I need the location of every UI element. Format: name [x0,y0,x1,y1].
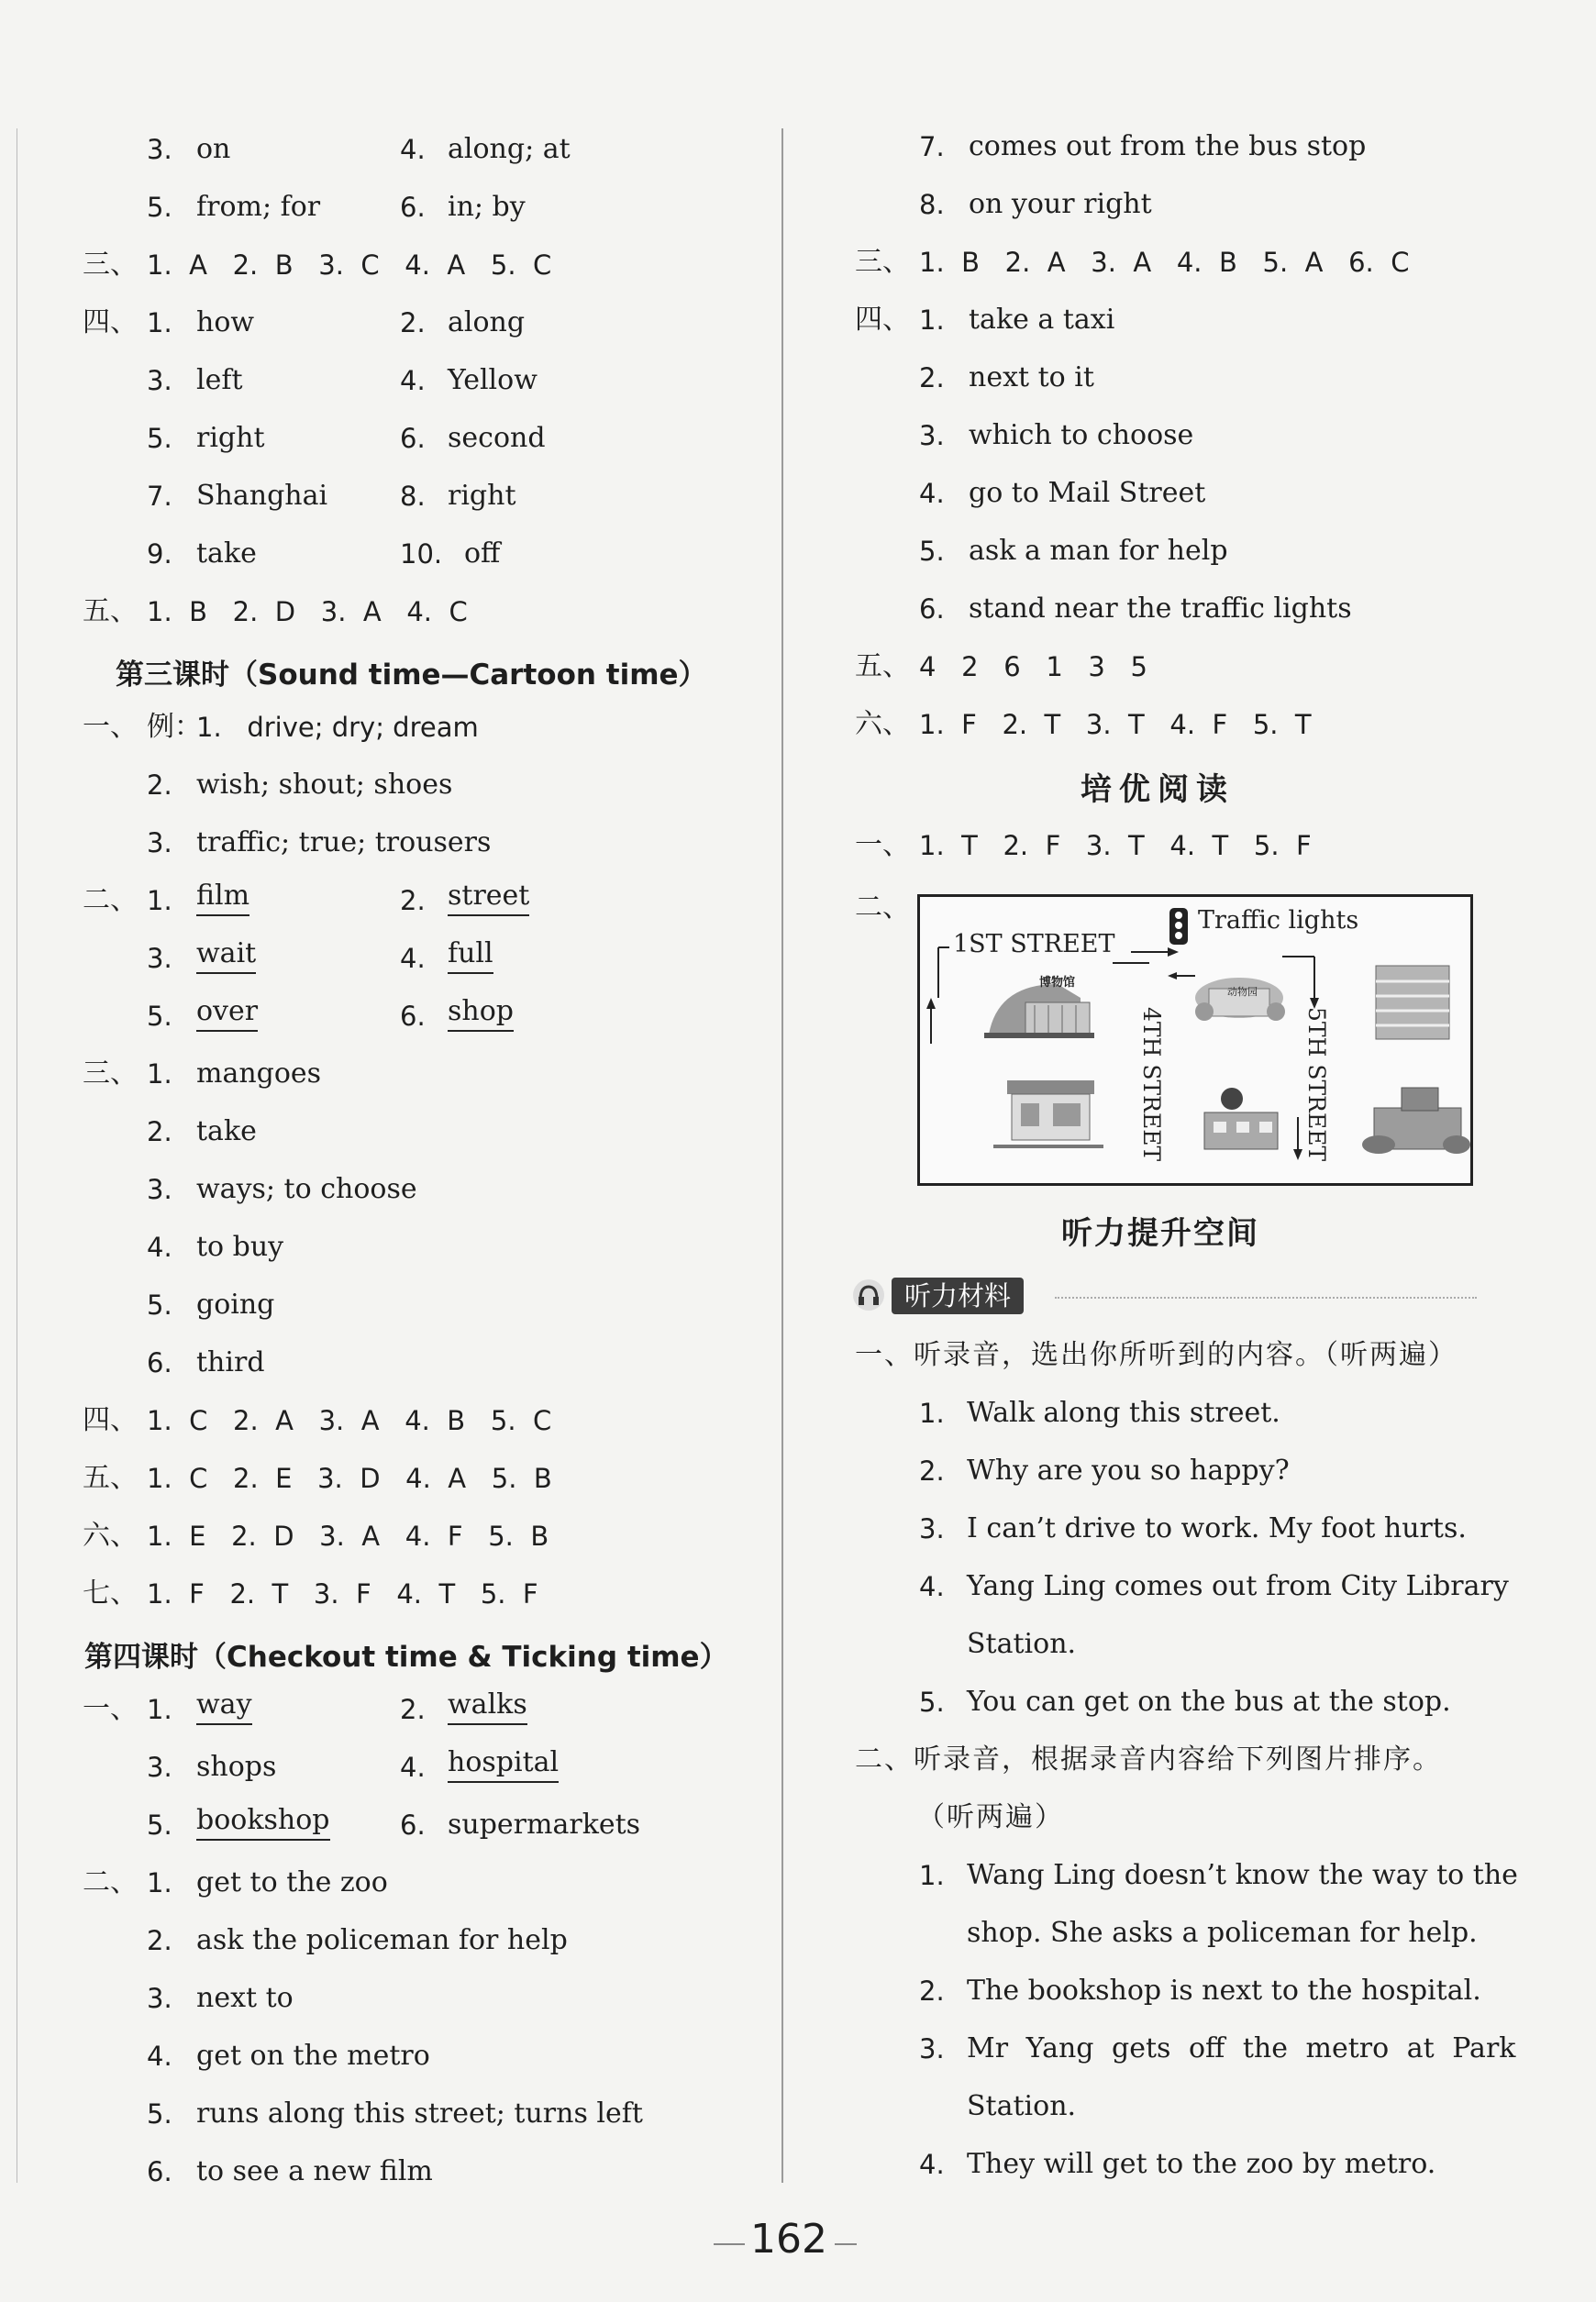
street-label-4th: 4TH STREET [1138,1007,1165,1162]
zoo-label: 动物园 [1227,986,1258,998]
column-divider [781,128,783,2183]
page-number-dash-right [835,2243,857,2245]
page-number: 162 [750,2216,827,2263]
street-label-1st: 1ST STREET [953,930,1115,958]
museum-icon [984,984,1094,1038]
office-building-icon [1376,966,1449,1039]
cinema-icon [1204,1088,1278,1149]
dotted-rule [1055,1297,1477,1299]
section-title-reading: 培优阅读 [1081,771,1235,808]
headphones-icon [853,1279,884,1311]
traffic-lights-label: Traffic lights [1198,906,1359,935]
section-heading: 第三课时（Sound time—Cartoon time） [116,659,707,692]
section-heading: 第四课时（Checkout time & Ticking time） [84,1641,728,1674]
answer-key-page: 3. on 4. along; at 5. from; for 6. in; by 三、 1. A 2. B 3. C 4. A 5. C 四、 1. how 2. along 3. left 4. Yellow 5. right 6. second 7. Shanghai 8. right 9. take 10. off 五、 1. B 2. D 3. A 4. C 第三课时（Sound time—Cartoon time） 一、 例： 1. drive; dry; dream 2. wish; shout; shoes 3. traffic; true; trousers 二、 1. film 2. street 3. wait 4. full 5. over 6. shop 三、 1. mangoes 2. take 3. ways; to choose 4. to buy 5. going 6. third 四、 1. C 2. A 3. A 4. B 5. C 五、 1. C 2. E 3. D 4. A 5. B 六、 1. E 2. D 3. A 4. F 5. B 七、 1. F 2. T 3. F 4. T 5. F 第四课时（Checkout time & Ticking time） 一、 1. way 2. walks 3. shops 4. hospital 5. bookshop 6. supermarkets 二、 1. get to the zoo 2. ask the policeman for help 3. next to 4. get on the metro 5. runs along this street; turns left 6. to see a new film 7. comes out from the bus stop 8. on your right 三、 1. B 2. A 3. A 4. B 5. A 6. C 四、 1. take a taxi 2. next to it 3. which to choose 4. go to Mail Street 5. ask a man for help 6. stand near the traffic lights 五、 4 2 6 1 3 5 六、 1. F 2. T 3. T 4. F 5. T 培优阅读 一、 1. T 2. F 3. T 4. T 5. F 二、 1ST STREET Traffic lights 博物馆 动物园 4TH STREET 5TH STREET 听力提升空间 听力材料 一、听录音，选出你所听到的内容。（听两遍） 1. Walk along this street. 2. Why are you so happy? 3. I can’t drive to work. My foot hurts. 4. Yang Ling comes out from City Library Station. 5. You can get on the bus at the stop. 二、听录音，根据录音内容给下列图片排序。 （听两遍） 1. Wang Ling doesn’t know the way to the shop. She asks a policeman for help. 2. The bookshop is next to the hospital. 3. Mr Yang gets off the metro at Park Station. 4. They will get to the zoo by metro. 162 [0,0,1596,2302]
street-label-5th: 5TH STREET [1303,1007,1330,1162]
hospital-icon [1362,1088,1470,1154]
museum-label: 博物馆 [1039,976,1076,990]
listening-material-tag: 听力材料 [892,1278,1024,1314]
section-title-listening: 听力提升空间 [1061,1215,1259,1252]
page-number-dash-left [714,2243,745,2245]
shop-icon [993,1080,1103,1146]
street-map [917,894,1473,1186]
